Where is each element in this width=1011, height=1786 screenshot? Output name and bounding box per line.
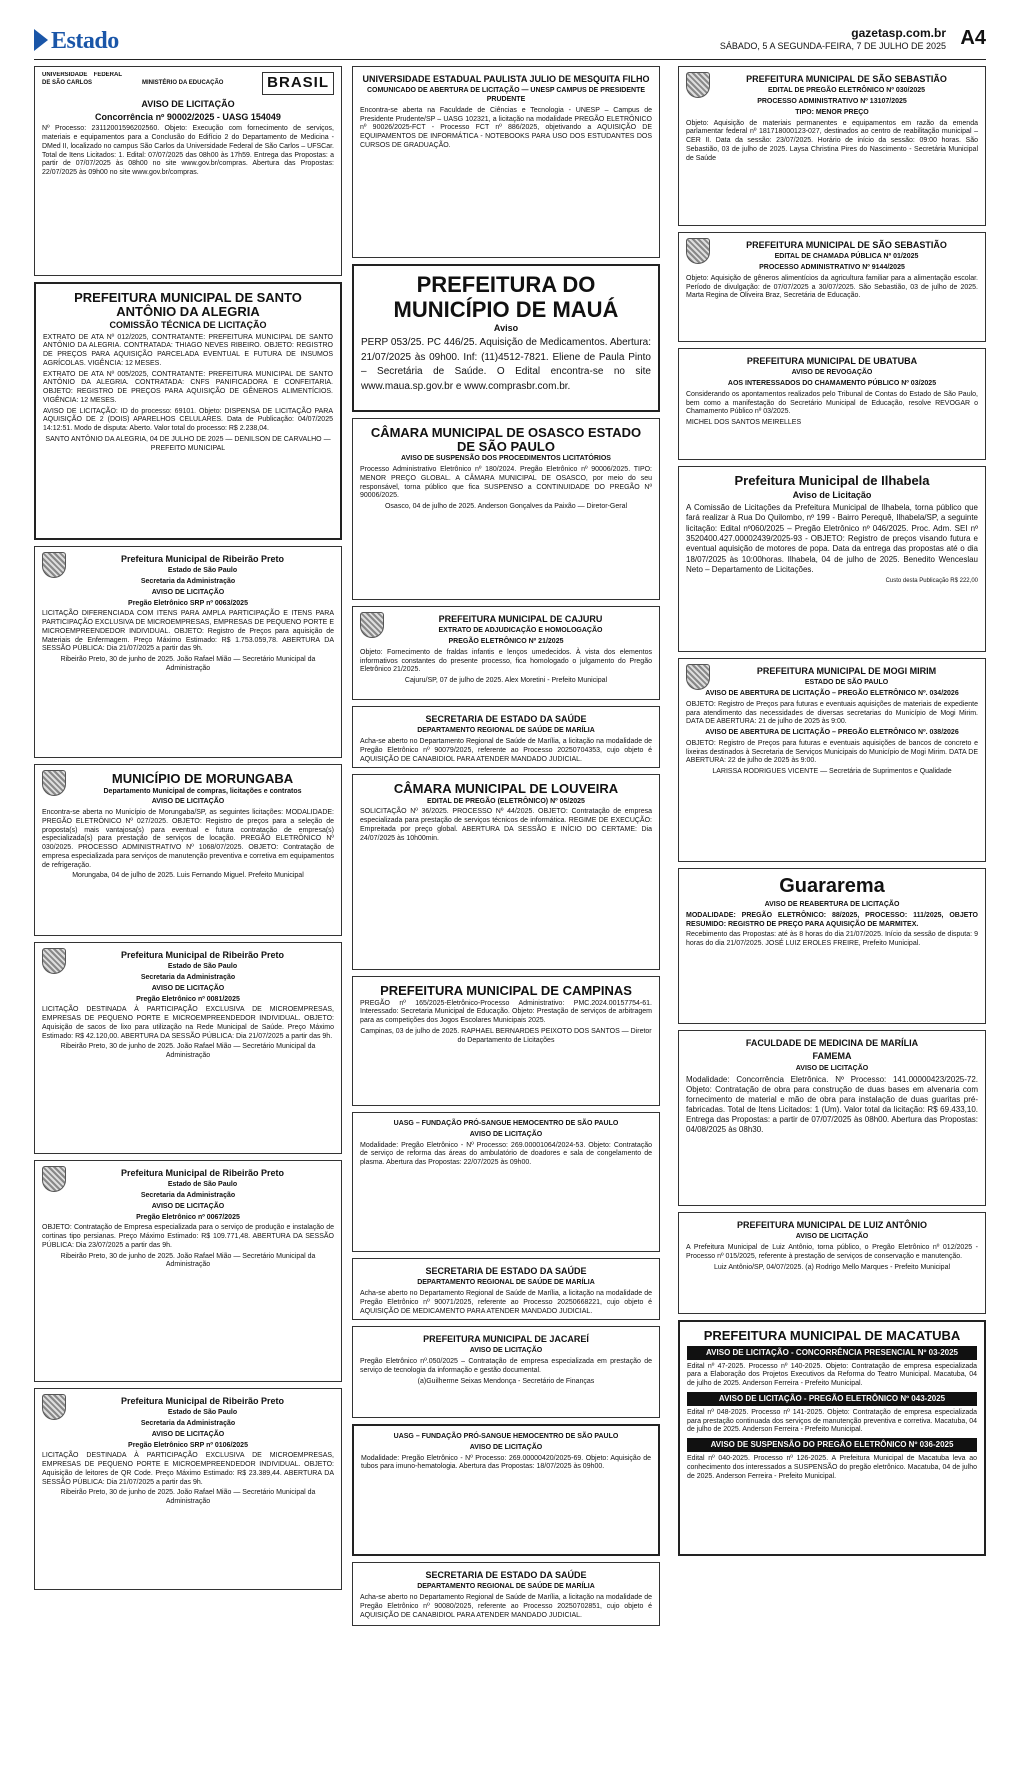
column-left — [34, 66, 342, 1596]
ad-maua: PREFEITURA DO MUNICÍPIO DE MAUÁ Aviso PERP 053/25. PC 446/25. Aquisição de Medicamentos. Abertura: 21/07/2025 às 09h00. Inf: (11)4512-7821. Eliene de Paula Pinto – Secretária de Saúde. O Edital encontra-se no site www.maua.sp.gov.br e www.comprasbr.com.br. — [352, 264, 660, 412]
ad-saude-1: SECRETARIA DE ESTADO DA SAÚDE DEPARTAMENTO REGIONAL DE SAÚDE DE MARÍLIA Acha-se aberto no Departamento Regional de Saúde de Marília, a licitação na modalidade de Pregão Eletrônico nº 90079/2025, referente ao Processo 20250704353, cujo objeto é AQUISIÇÃO DE CANABIDIOL PARA ATENDER MANDADO JUDICIAL. — [352, 706, 660, 768]
ad-sao-sebastiao-2: PREFEITURA MUNICIPAL DE SÃO SEBASTIÃO EDITAL DE CHAMADA PÚBLICA Nº 01/2025 PROCESSO ADMINISTRATIVO Nº 9144/2025 Objeto: Aquisição de gêneros alimentícios da agricultura familiar para a alimentação escolar. Período de divulgação: de 07/07/2025 a 30/07/2025. São Sebastião, 03 de julho de 2025. Marta Regina de Oliveira Braz, Secretária de Educação. — [678, 232, 986, 342]
newspaper-logo[interactable]: Estado — [34, 28, 119, 55]
coat-of-arms-icon — [42, 1166, 66, 1192]
edition-date: SÁBADO, 5 A SEGUNDA-FEIRA, 7 DE JULHO DE 2025 — [719, 41, 946, 51]
ad-uasg-1: UASG – FUNDAÇÃO PRÓ-SANGUE HEMOCENTRO DE SÃO PAULO AVISO DE LICITAÇÃO Modalidade: Pregão Eletrônico - Nº Processo: 269.00001064/2024-53. Objeto: Contratação de serviço de reforma das áreas do ambulatório de doadores e sala de congelamento de plasma. Abertura das Propostas: 22/07/2025 às 09h00. — [352, 1112, 660, 1252]
ad-osasco: CÂMARA MUNICIPAL DE OSASCO ESTADO DE SÃO PAULO AVISO DE SUSPENSÃO DOS PROCEDIMENTOS LICITATÓRIOS Processo Administrativo Eletrônico nº 180/2024. Pregão Eletrônico nº 90006/2025. TIPO: MENOR PREÇO GLOBAL. A CÂMARA MUNICIPAL DE OSASCO, por meio do seu responsável, torna público que fica SUSPENSO a CONTINUIDADE DO PREGÃO Nº 90006/2025. Osasco, 04 de julho de 2025. Anderson Gonçalves da Paixão — Diretor-Geral — [352, 418, 660, 600]
ad-guararema: Guararema AVISO DE REABERTURA DE LICITAÇÃO MODALIDADE: PREGÃO ELETRÔNICO: 88/2025, PROCESSO: 111/2025, OBJETO RESUMIDO: REGISTRO DE PREÇO PARA AQUISIÇÃO DE MARMITEX. Recebimento das Propostas: até às 8 horas do dia 21/07/2025. Início da sessão de disputa: 9 horas do dia 21/07/2025. JOSÉ LUIZ EROLES FREIRE, Prefeito Municipal. — [678, 868, 986, 1024]
site-url[interactable]: gazetasp.com.br — [851, 26, 946, 40]
column-center — [352, 66, 660, 1632]
ad-saude-2: SECRETARIA DE ESTADO DA SAÚDE DEPARTAMENTO REGIONAL DE SAÚDE DE MARÍLIA Acha-se aberto no Departamento Regional de Saúde de Marília, a licitação na modalidade de Pregão Eletrônico nº 90071/2025, referente ao Processo 20250668221, cujo objeto é AQUISIÇÃO DE MEDICAMENTO PARA ATENDER MANDADO JUDICIAL. — [352, 1258, 660, 1320]
guararema-logo: Guararema — [779, 875, 885, 897]
logo-arrow-icon — [34, 29, 48, 51]
gov-brasil-logo: BRASIL — [262, 72, 334, 95]
ad-uasg-2: UASG – FUNDAÇÃO PRÓ-SANGUE HEMOCENTRO DE SÃO PAULO AVISO DE LICITAÇÃO Modalidade: Pregão Eletrônico - Nº Processo: 269.00000420/2025-69. Objeto: Aquisição de tubos para imuno-hematologia. Abertura das Propostas: 18/07/2025 às 09h00. — [352, 1424, 660, 1556]
ad-unesp: UNIVERSIDADE ESTADUAL PAULISTA JULIO DE MESQUITA FILHO COMUNICADO DE ABERTURA DE LICITAÇÃO — UNESP CAMPUS DE PRESIDENTE PRUDENTE Encontra-se aberta na Faculdade de Ciências e Tecnologia - UNESP – Campus de Presidente Prudente/SP – UASG 102321, a licitação na modalidade PREGÃO ELETRÔNICO nº 90026/2025-FCT - Processo FCT nº 886/2025, objetivando a AQUISIÇÃO DE EQUIPAMENTOS DE INFORMÁTICA - NOTEBOOKS PARA USO DOS ESTUDANTES DOS CURSOS DE GRADUAÇÃO. — [352, 66, 660, 258]
ad-famema: FACULDADE DE MEDICINA DE MARÍLIA FAMEMA AVISO DE LICITAÇÃO Modalidade: Concorrência Eletrônica. Nº Processo: 141.00000423/2025-72. Objeto: Contratação de obra para construção de duas bases em alvenaria com fornecimento de material e mão de obra para instalação de duas guaritas pré-fabricadas. Total de Itens Licitados: 1 (Um). Valor total da licitação: R$ 69.433,10. Entrega das Propostas: a partir de 07/07/2025 às 08h00. Abertura das Propostas: 04/08/2025 às 08h30. — [678, 1030, 986, 1206]
ad-campinas: PREFEITURA MUNICIPAL DE CAMPINAS PREGÃO nº 165/2025-Eletrônico-Processo Administrativo: PMC.2024.00157754-61. Interessado: Secretaria Municipal de Educação. Objeto: Prestação de serviços de arbitragem para as competições dos Jogos Escolares Municipais 2025. Campinas, 03 de julho de 2025. RAPHAEL BERNARDES PEIXOTO DOS SANTOS — Diretor do Departamento de Licitações — [352, 976, 660, 1106]
column-right — [678, 66, 986, 1562]
coat-of-arms-icon — [42, 1394, 66, 1420]
ad-ufscar: UNIVERSIDADE FEDERAL DE SÃO CARLOS MINISTÉRIO DA EDUCAÇÃO BRASIL AVISO DE LICITAÇÃO Concorrência nº 90002/2025 - UASG 154049 Nº Processo: 23112001596202560. Objeto: Execução com fornecimento de serviços, materiais e equipamentos para a Conclusão do Edifício 2 do Departamento de Medicina - DMed II, localizado no campus São Carlos da Universidade Federal de São Carlos – UFSCar. Total de Itens Licitados: 1. Edital: 07/07/2025 das 08h00 às 17h59. Entrega das Propostas: a partir de 07/07/2025 às 08h00 no site www.gov.br/compras. Abertura das Propostas: 22/07/2025 às 09h00 no site www.gov.br/compras. — [34, 66, 342, 276]
coat-of-arms-icon — [42, 552, 66, 578]
coat-of-arms-icon — [686, 664, 710, 690]
coat-of-arms-icon — [42, 948, 66, 974]
ad-mogi-mirim: PREFEITURA MUNICIPAL DE MOGI MIRIM ESTADO DE SÃO PAULO AVISO DE ABERTURA DE LICITAÇÃO – PREGÃO ELETRÔNICO Nº. 034/2026 OBJETO: Registro de Preços para futuras e eventuais aquisições de materiais de expediente para atendimento das necessidades de diversas secretarias do Município de Mogi Mirim. DATA DE ABERTURA: 21 de julho de 2025 às 9:00. AVISO DE ABERTURA DE LICITAÇÃO – PREGÃO ELETRÔNICO Nº. 038/2026 OBJETO: Registro de Preços para futuras e eventuais aquisições de bancos de concreto e lixeiras destinados à Secretaria de Serviços Municipais do Município de Mogi Mirim. DATA DE ABERTURA: 22 de julho de 2025 às 9:00. LARISSA RODRIGUES VICENTE — Secretária de Suprimentos e Qualidade — [678, 658, 986, 862]
ad-ribeirao-2: Prefeitura Municipal de Ribeirão Preto Estado de São Paulo Secretaria da Administração AVISO DE LICITAÇÃO Pregão Eletrônico nº 0081/2025 LICITAÇÃO DESTINADA À PARTICIPAÇÃO EXCLUSIVA DE MICROEMPRESAS, EMPRESAS DE PEQUENO PORTE E MICROEMPREENDEDOR INDIVIDUAL. OBJETO: Aquisição de sacos de lixo para utilização na Rede Municipal de Saúde. Preço Máximo Estimado: R$ 42.120,00. ABERTURA DA SESSÃO PÚBLICA: Dia 21/07/2025 a partir das 9h. Ribeirão Preto, 30 de junho de 2025. João Rafael Mião — Secretário Municipal da Administração — [34, 942, 342, 1154]
ad-sao-sebastiao-1: PREFEITURA MUNICIPAL DE SÃO SEBASTIÃO EDITAL DE PREGÃO ELETRÔNICO Nº 030/2025 PROCESSO ADMINISTRATIVO Nº 13107/2025 TIPO: MENOR PREÇO Objeto: Aquisição de materiais permanentes e equipamentos em razão da emenda parlamentar federal nº 181718000123-027, destinados ao centro de reabilitação municipal – CER II. Data da sessão: 23/07/2025. Horário de início da sessão: 09:00 horas. São Sebastião, 03 de julho de 2025. Laysa Christina Pires do Nascimento - Secretária Municipal de Saúde — [678, 66, 986, 226]
ad-santo-antonio: PREFEITURA MUNICIPAL DE SANTO ANTÔNIO DA ALEGRIA COMISSÃO TÉCNICA DE LICITAÇÃO EXTRATO DE ATA Nº 012/2025, CONTRATANTE: PREFEITURA MUNICIPAL DE SANTO ANTÔNIO DA ALEGRIA. CONTRATADA: THIAGO NEVES RIBEIRO. OBJETO: REGISTRO DE PREÇOS PARA AQUISIÇÃO PARCELADA EVENTUAL E FUTURA DE INSUMOS AGRÍCOLAS. VIGÊNCIA: 12 MESES. EXTRATO DE ATA Nº 005/2025, CONTRATANTE: PREFEITURA MUNICIPAL DE SANTO ANTÔNIO DA ALEGRIA. CONTRATADA: CNFS PANIFICADORA E CONFEITARIA. OBJETO: REGISTRO DE PREÇOS PARA AQUISIÇÃO DE GÊNEROS ALIMENTÍCIOS. VIGÊNCIA: 12 MESES. AVISO DE LICITAÇÃO: ID do processo: 69101. Objeto: DISPENSA DE LICITAÇÃO PARA AQUISIÇÃO DE 2 (DOIS) APARELHOS CELULARES. Data de Publicação: 04/07/2025 14:12:51. Modo de disputa: Aberto. Valor total do processo: R$ 2.238,04. SANTO ANTÔNIO DA ALEGRIA, 04 DE JULHO DE 2025 — DENILSON DE CARVALHO — PREFEITO MUNICIPAL — [34, 282, 342, 540]
page-number: A4 — [960, 27, 986, 49]
ad-ribeirao-4: Prefeitura Municipal de Ribeirão Preto Estado de São Paulo Secretaria da Administração AVISO DE LICITAÇÃO Pregão Eletrônico SRP nº 0106/2025 LICITAÇÃO DESTINADA À PARTICIPAÇÃO EXCLUSIVA DE MICROEMPRESAS, EMPRESAS DE PEQUENO PORTE E MICROEMPREENDEDOR INDIVIDUAL. OBJETO: Aquisição de leitores de QR Code. Preço Máximo Estimado: R$ 23.389,44. ABERTURA DA SESSÃO PÚBLICA: Dia 21/07/2025 a partir das 9h. Ribeirão Preto, 30 de junho de 2025. João Rafael Mião — Secretário Municipal da Administração — [34, 1388, 342, 1590]
ad-luiz-antonio: PREFEITURA MUNICIPAL DE LUIZ ANTÔNIO AVISO DE LICITAÇÃO A Prefeitura Municipal de Luiz Antônio, torna público, o Pregão Eletrônico nº 012/2025 - Processo nº 015/2025, referente à prestação de serviços de conservação e manutenção. Luiz Antônio/SP, 04/07/2025. (a) Rodrigo Mello Marques - Prefeito Municipal — [678, 1212, 986, 1314]
ad-louveira: CÂMARA MUNICIPAL DE LOUVEIRA EDITAL DE PREGÃO (ELETRÔNICO) Nº 05/2025 SOLICITAÇÃO Nº 36/2025. PROCESSO Nº 44/2025. OBJETO: Contratação de empresa especializada para prestação de serviços técnicos de informática. REGIME DE EXECUÇÃO: Empreitada por preço global. ABERTURA DA SESSÃO E INÍCIO DO CERTAME: Dia 24/07/2025 às 10h00min. — [352, 774, 660, 970]
ad-ubatuba: PREFEITURA MUNICIPAL DE UBATUBA AVISO DE REVOGAÇÃO AOS INTERESSADOS DO CHAMAMENTO PÚBLICO Nº 03/2025 Considerando os apontamentos realizados pelo Tribunal de Contas do Estado de São Paulo, bem como a manifestação do Secretário Municipal de Educação, resolve REVOGAR o Chamamento Público nº 03/2025. MICHEL DOS SANTOS MEIRELLES — [678, 348, 986, 460]
ad-macatuba: PREFEITURA MUNICIPAL DE MACATUBA AVISO DE LICITAÇÃO - CONCORRÊNCIA PRESENCIAL Nº 03-2025 Edital nº 47-2025. Processo nº 140-2025. Objeto: Contratação de empresa especializada para a Elaboração dos Projetos Executivos da Reforma do Teatro Municipal. Macatuba, 04 de julho de 2025. Anderson Ferreira - Prefeito Municipal. AVISO DE LICITAÇÃO - PREGÃO ELETRÔNICO Nº 043-2025 Edital nº 048-2025. Processo nº 141-2025. Objeto: Contratação de empresa especializada para prestação continuada dos serviços de manutenção preventiva e corretiva. Macatuba, 04 de julho de 2025. Anderson Ferreira - Prefeito Municipal. AVISO DE SUSPENSÃO DO PREGÃO ELETRÔNICO Nº 036-2025 Edital nº 040-2025. Processo nº 126-2025. A Prefeitura Municipal de Macatuba leva ao conhecimento dos interessados a SUSPENSÃO do pregão eletrônico. Macatuba, 04 de julho de 2025. Anderson Ferreira - Prefeito Municipal. — [678, 1320, 986, 1556]
ad-morungaba: MUNICÍPIO DE MORUNGABA Departamento Municipal de compras, licitações e contratos AVISO DE LICITAÇÃO Encontra-se aberta no Município de Morungaba/SP, as seguintes licitações: MODALIDADE: PREGÃO ELETRÔNICO Nº 027/2025. OBJETO: Registro de preços para a seleção de proposta(s) mais vantajosa(s) para eventual e futura contratação de empresa(s) especializada(s) para prestação de serviços de locação. PREGÃO ELETRÔNICO Nº 030/2025. PROCESSO ADMINISTRATIVO Nº 1068/07/2025. OBJETO: Contratação de empresa especializada para serviços de manutenção preventiva e corretiva em equipamentos de refrigeração. Morungaba, 04 de julho de 2025. Luis Fernando Miguel. Prefeito Municipal — [34, 764, 342, 936]
masthead — [34, 26, 986, 60]
ad-saude-3: SECRETARIA DE ESTADO DA SAÚDE DEPARTAMENTO REGIONAL DE SAÚDE DE MARÍLIA Acha-se aberto no Departamento Regional de Saúde de Marília, a licitação na modalidade de Pregão Eletrônico nº 90080/2025, referente ao Processo 20250702851, cujo objeto é AQUISIÇÃO DE CANABIDIOL PARA ATENDER MANDADO JUDICIAL. — [352, 1562, 660, 1626]
ad-ribeirao-1: Prefeitura Municipal de Ribeirão Preto Estado de São Paulo Secretaria da Administração AVISO DE LICITAÇÃO Pregão Eletrônico SRP nº 0063/2025 LICITAÇÃO DIFERENCIADA COM ITENS PARA AMPLA PARTICIPAÇÃO E ITENS PARA PARTICIPAÇÃO EXCLUSIVA DE MICROEMPRESAS, EMPRESAS DE PEQUENO PORTE E MICROEMPREENDEDOR INDIVIDUAL. OBJETO: Registro de Preços para aquisição de Materiais de Enfermagem. Preço Máximo Estimado: R$ 1.753.059,78. ABERTURA DA SESSÃO PÚBLICA: Dia 21/07/2025 a partir das 9h. Ribeirão Preto, 30 de junho de 2025. João Rafael Mião — Secretário Municipal da Administração — [34, 546, 342, 758]
ad-jacarei: PREFEITURA MUNICIPAL DE JACAREÍ AVISO DE LICITAÇÃO Pregão Eletrônico nº.050/2025 – Contratação de empresa especializada em prestação de serviço de tecnologia da informação e gestão documental. (a)Guilherme Seixas Mendonça - Secretário de Finanças — [352, 1326, 660, 1418]
coat-of-arms-icon — [686, 238, 710, 264]
ad-ribeirao-3: Prefeitura Municipal de Ribeirão Preto Estado de São Paulo Secretaria da Administração AVISO DE LICITAÇÃO Pregão Eletrônico nº 0067/2025 OBJETO: Contratação de Empresa especializada para o serviço de produção e instalação de cortinas tipo persianas. Preço Máximo Estimado: R$ 109.771,48. ABERTURA DA SESSÃO PÚBLICA: Dia 23/07/2025 a partir das 9h. Ribeirão Preto, 30 de junho de 2025. João Rafael Mião — Secretário Municipal da Administração — [34, 1160, 342, 1382]
ad-ilhabela: Prefeitura Municipal de Ilhabela Aviso de Licitação A Comissão de Licitações da Prefeitura Municipal de Ilhabela, torna público que fará realizar à Rua Do Quilombo, nº 199 - Bairro Perequê, Ilhabela/SP, a seguinte licitação: Edital nº060/2025 – Pregão Eletrônico nº 046/2025. Proc. Adm. SEI nº 3520400.427.00002439/2025-93 - OBJETO: Registro de preços visando futura e eventual aquisição de motores de popa. Data da entrega das propostas até o dia 18/07/2025 às 10:00horas. Ilhabela, 04 de julho de 2025. Benedito Wenceslau Neto – Departamento de Licitações. Custo desta Publicação R$ 222,00 — [678, 466, 986, 652]
ad-cajuru: PREFEITURA MUNICIPAL DE CAJURU EXTRATO DE ADJUDICAÇÃO E HOMOLOGAÇÃO PREGÃO ELETRÔNICO Nº 21/2025 Objeto: Fornecimento de fraldas infantis e lenços umedecidos. À vista dos elementos informativos constantes do presente processo, fica homologado o julgamento do Pregão Eletrônico 21/2025. Cajuru/SP, 07 de julho de 2025. Alex Moretini - Prefeito Municipal — [352, 606, 660, 700]
coat-of-arms-icon — [360, 612, 384, 638]
coat-of-arms-icon — [42, 770, 66, 796]
coat-of-arms-icon — [686, 72, 710, 98]
